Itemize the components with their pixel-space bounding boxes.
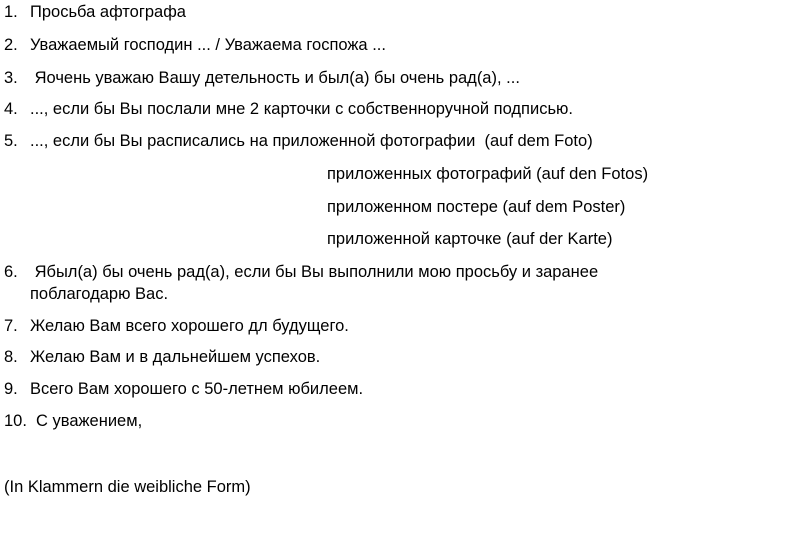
list-item xyxy=(4,99,573,119)
item-number: 7. xyxy=(4,317,18,335)
item-number: 10. xyxy=(4,412,27,430)
item5-alternative: приложенной карточке (auf der Karte) xyxy=(327,230,613,248)
item-number: 1. xyxy=(4,3,18,21)
item-text-continuation: поблагодарю Вас. xyxy=(30,285,169,303)
list-item xyxy=(4,131,593,151)
item-text: С уважением, xyxy=(36,412,143,430)
item-text: Уважаемый господин ... / Уважаема госпожа ... xyxy=(30,36,386,54)
item-text: Ябыл(а) бы очень рад(а), если бы Вы выполнили мою просьбу и заранее xyxy=(30,263,599,281)
item-text: Яочень уважаю Вашу детельность и был(а) бы очень рад(а), ... xyxy=(30,69,520,87)
item-number: 4. xyxy=(4,100,18,118)
list-item xyxy=(4,316,349,336)
item-text: ..., если бы Вы послали мне 2 карточки с собственноручной подписью. xyxy=(30,100,574,118)
item-number: 5. xyxy=(4,132,18,150)
item-number: 9. xyxy=(4,380,18,398)
item-number: 2. xyxy=(4,36,18,54)
item-number: 8. xyxy=(4,348,18,366)
item-text: ..., если бы Вы расписались на приложенной фотографии (auf dem Foto) xyxy=(30,132,593,150)
list-item xyxy=(4,411,142,431)
item5-alternative: приложенном постере (auf dem Poster) xyxy=(327,198,626,216)
list-item xyxy=(4,262,598,282)
list-item xyxy=(4,2,186,22)
list-item xyxy=(4,35,386,55)
item-text: Просьба афтографа xyxy=(30,3,186,21)
list-item xyxy=(4,347,320,367)
item-number: 6. xyxy=(4,263,18,281)
item-text: Желаю Вам всего хорошего дл будущего. xyxy=(30,317,349,335)
list-item xyxy=(4,379,363,399)
list-item xyxy=(4,68,520,88)
item-text: Желаю Вам и в дальнейшем успехов. xyxy=(30,348,321,366)
item5-alternative: приложенных фотографий (auf den Fotos) xyxy=(327,165,649,183)
item-number: 3. xyxy=(4,69,18,87)
footnote: (In Klammern die weibliche Form) xyxy=(4,478,251,496)
item-text: Всего Вам хорошего с 50-летнем юбилеем. xyxy=(30,380,364,398)
